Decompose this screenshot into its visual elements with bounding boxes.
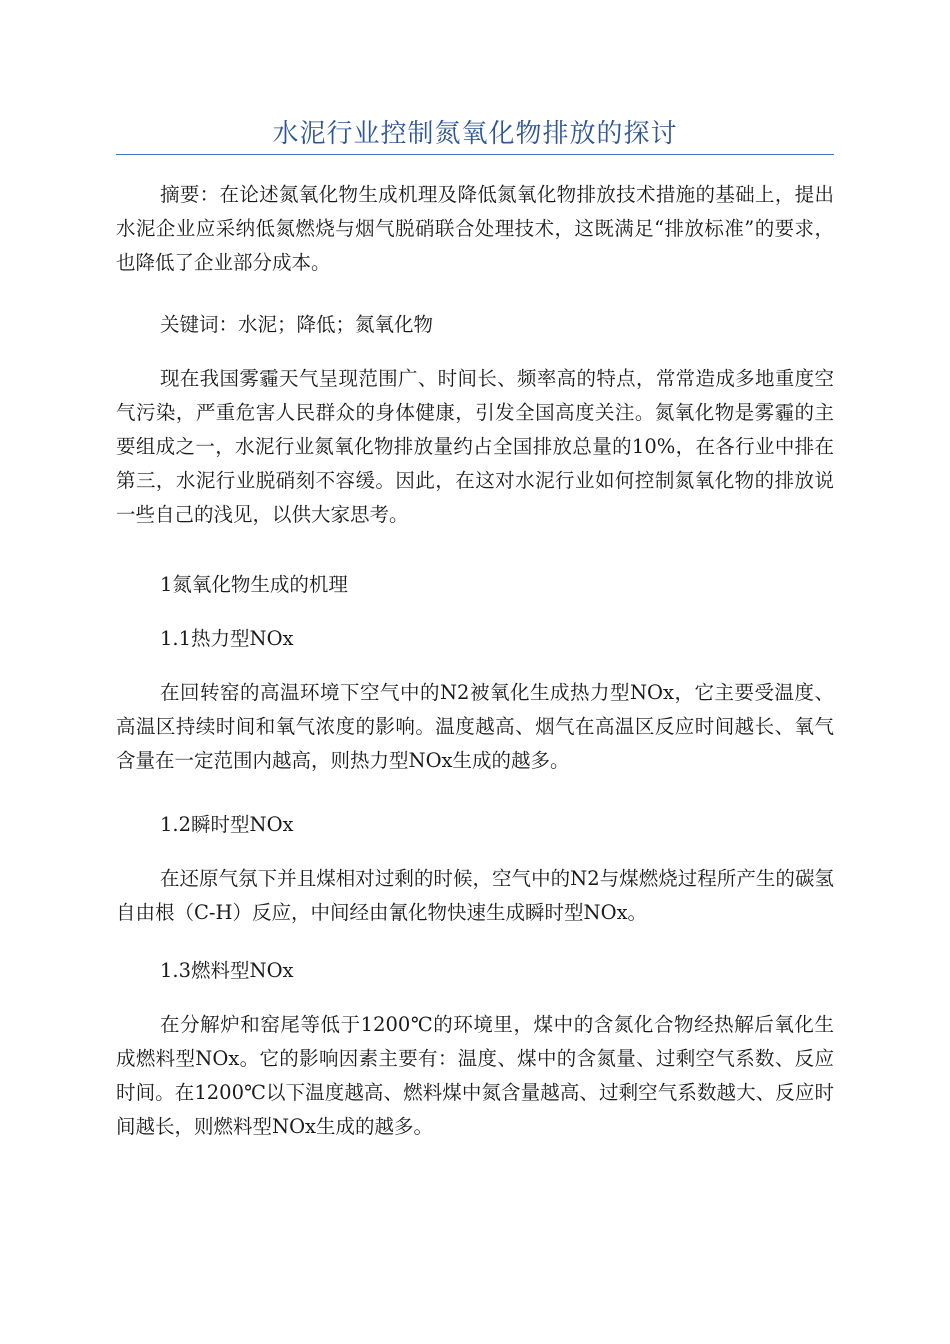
- abstract-paragraph: 摘要：在论述氮氧化物生成机理及降低氮氧化物排放技术措施的基础上，提出水泥企业应采纳低氮燃烧与烟气脱硝联合处理技术，这既满足“排放标准”的要求，也降低了企业部分成本。: [116, 183, 834, 274]
- section-1-2-heading: 1.2瞬时型NOx: [160, 813, 294, 836]
- section-1-1-paragraph: 在回转窑的高温环境下空气中的N2被氧化生成热力型NOx，它主要受温度、高温区持续时间和氧气浓度的影响。温度越高、烟气在高温区反应时间越长、氧气含量在一定范围内越高，则热力型NOx生成的越多。: [116, 681, 834, 772]
- keywords-paragraph: 关键词：水泥；降低；氮氧化物: [160, 313, 434, 336]
- section-1-heading: 1氮氧化物生成的机理: [160, 573, 348, 596]
- intro-paragraph: 现在我国雾霾天气呈现范围广、时间长、频率高的特点，常常造成多地重度空气污染，严重危害人民群众的身体健康，引发全国高度关注。氮氧化物是雾霾的主要组成之一，水泥行业氮氧化物排放量约占全国排放总量的10%，在各行业中排在第三，水泥行业脱硝刻不容缓。因此，在这对水泥行业如何控制氮氧化物的排放说一些自己的浅见，以供大家思考。: [116, 367, 834, 526]
- section-1-2-paragraph: 在还原气氛下并且煤相对过剩的时候，空气中的N2与煤燃烧过程所产生的碳氢自由根（C-H）反应，中间经由氰化物快速生成瞬时型NOx。: [116, 867, 834, 924]
- section-1-1-heading: 1.1热力型NOx: [160, 627, 294, 650]
- title-underline: [116, 154, 834, 155]
- document-title: 水泥行业控制氮氧化物排放的探讨: [272, 119, 678, 149]
- section-1-3-paragraph: 在分解炉和窑尾等低于1200℃的环境里，煤中的含氮化合物经热解后氧化生成燃料型NOx。它的影响因素主要有：温度、煤中的含氮量、过剩空气系数、反应时间。在1200℃以下温度越高、燃料煤中氮含量越高、过剩空气系数越大、反应时间越长，则燃料型NOx生成的越多。: [116, 1013, 834, 1138]
- section-1-3-heading: 1.3燃料型NOx: [160, 959, 294, 982]
